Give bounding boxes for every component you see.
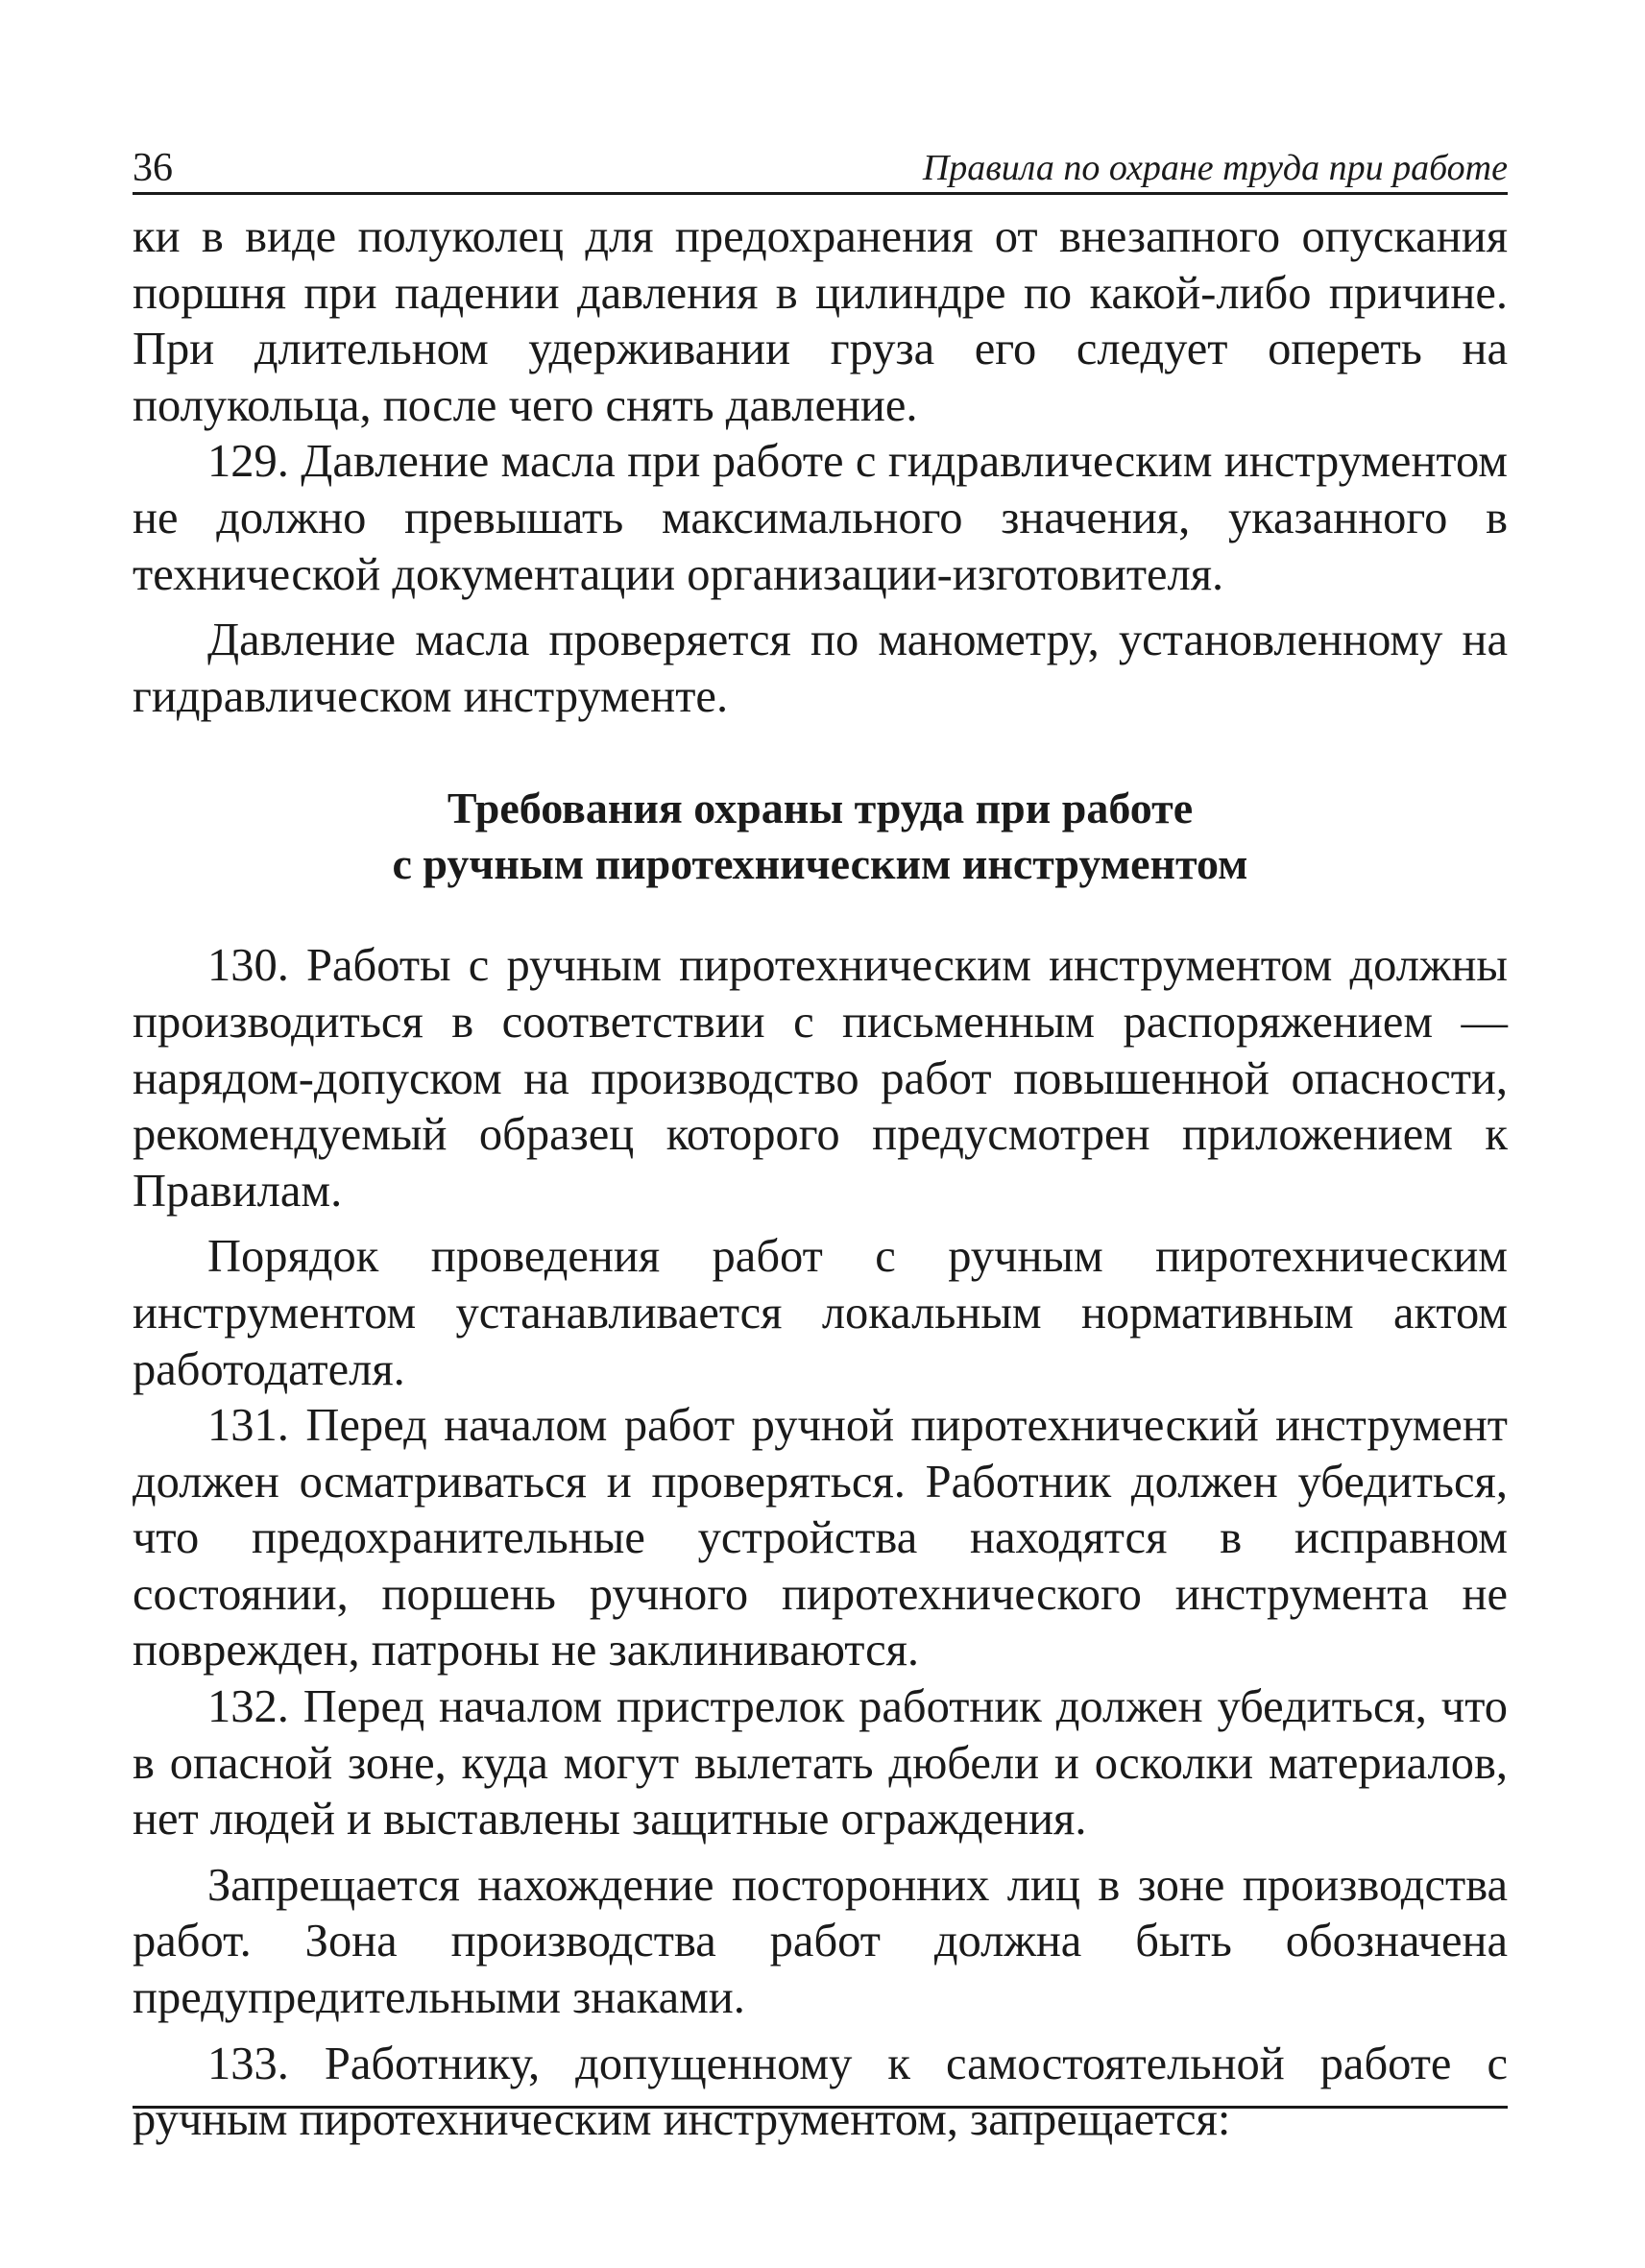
running-title: Правила по охране труда при работе <box>922 148 1508 188</box>
section-heading <box>133 781 1508 892</box>
page-number: 36 <box>133 146 173 190</box>
paragraph-prohibition-outsiders: Запрещается нахождение посторонних лиц в зоне производства работ. Зона производства работ должна быть обозначена предупредительными знаками. <box>133 1859 1508 2024</box>
paragraph-130: 130. Работы с ручным пиротехническим инструментом должны производиться в соответствии с письменным распоряжением — нарядом-допуском на производство работ повышенной опасности, рекомендуемый образец которого предусмотрен приложением к Правилам. <box>133 940 1508 1217</box>
running-header <box>133 142 1508 195</box>
paragraph-work-procedure: Порядок проведения работ с ручным пиротехническим инструментом устанавливается локальным нормативным актом работодателя. <box>133 1231 1508 1395</box>
body-text <box>133 209 1508 2149</box>
bottom-divider <box>133 2106 1508 2109</box>
section-heading-line-1: Требования охраны труда при работе <box>447 784 1194 833</box>
paragraph-continued: ки в виде полуколец для предохранения от внезапного опускания поршня при падении давления в цилиндре по какой-либо причине. При длительном удерживании груза его следует опереть на полукольца, после чего снять давление. <box>133 211 1508 431</box>
paragraph-132: 132. Перед началом пристрелок работник должен убедиться, что в опасной зоне, куда могут вылетать дюбели и осколки материалов, нет людей и выставлены защитные ограждения. <box>133 1681 1508 1846</box>
paragraph-131: 131. Перед началом работ ручной пиротехнический инструмент должен осматриваться и проверяться. Работник должен убедиться, что предохранительные устройства находятся в исправном состоянии, поршень ручного пиротехнического инструмента не поврежден, патроны не заклиниваются. <box>133 1400 1508 1677</box>
paragraph-oil-pressure-check: Давление масла проверяется по манометру, установленному на гидравлическом инструменте. <box>133 615 1508 722</box>
paragraph-133: 133. Работнику, допущенному к самостоятельной работе с ручным пиротехническим инструментом, запрещается: <box>133 2038 1508 2146</box>
section-heading-line-2: с ручным пиротехническим инструментом <box>392 839 1248 889</box>
paragraph-129: 129. Давление масла при работе с гидравлическим инструментом не должно превышать максимального значения, указанного в технической документации организации-изготовителя. <box>133 436 1508 600</box>
